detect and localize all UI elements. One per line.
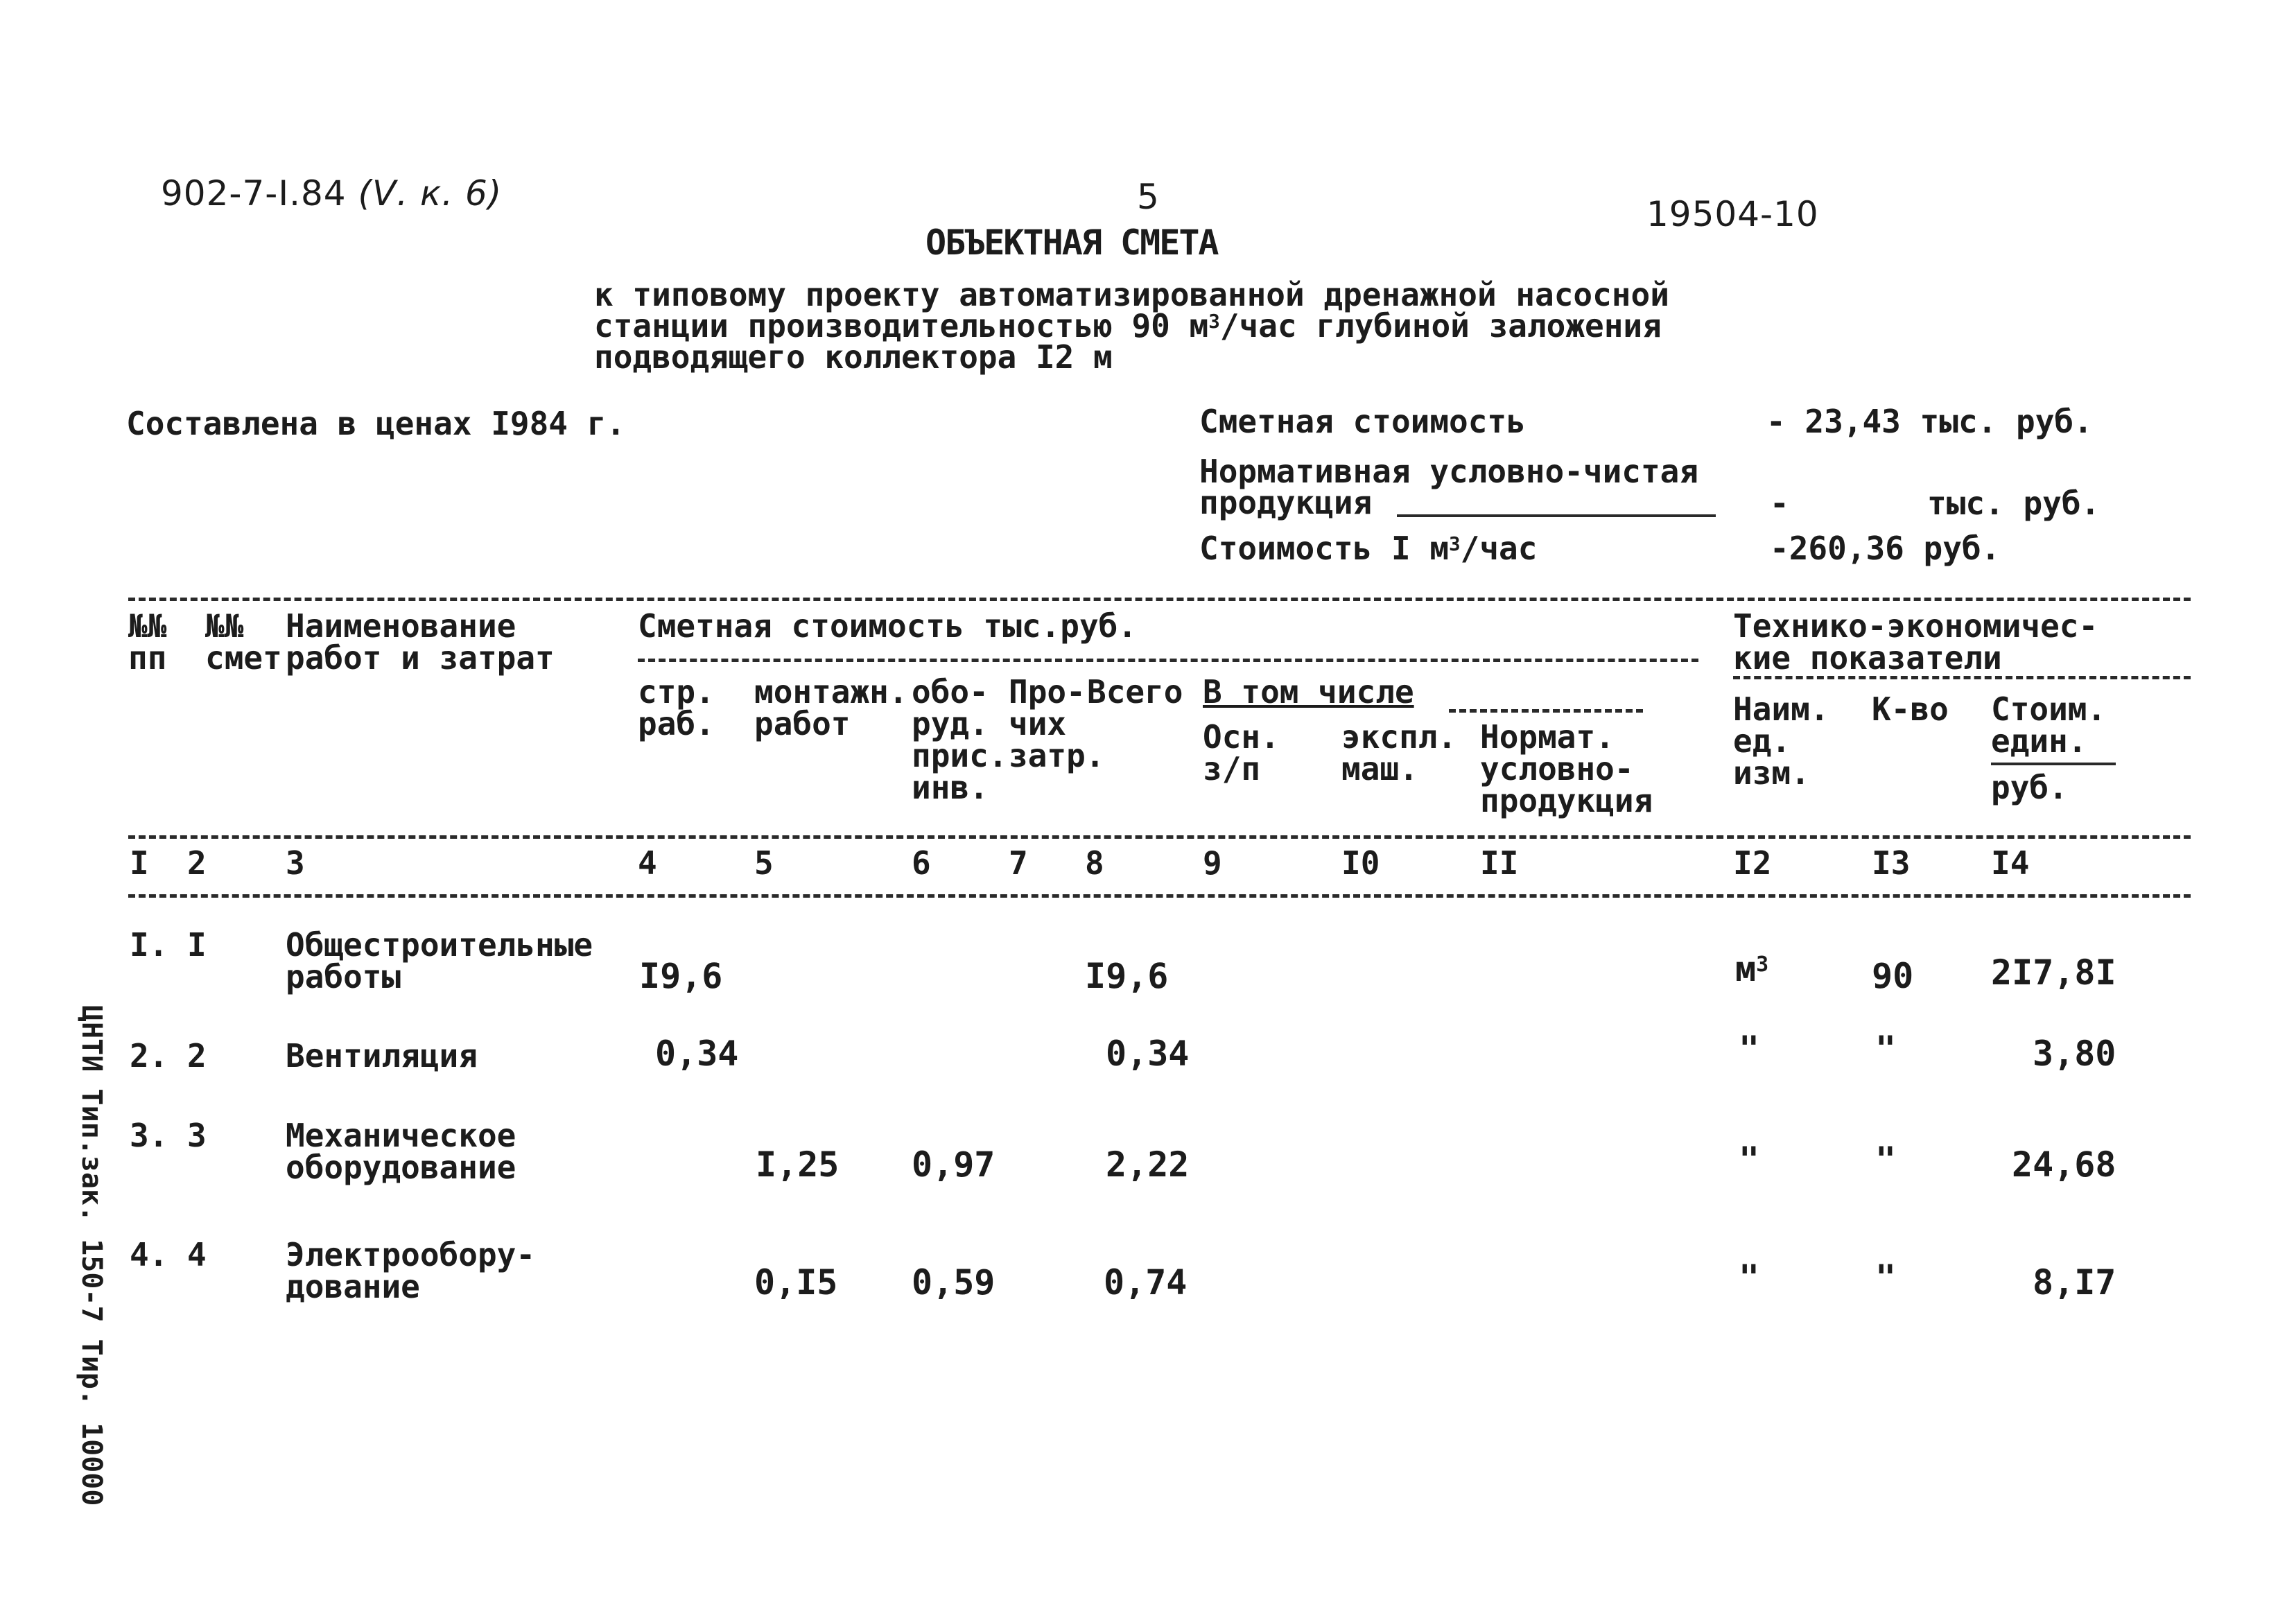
colnum-5: 5 <box>754 844 774 882</box>
cost-label: Сметная стоимость <box>1199 403 1526 440</box>
row-3-mount: I,25 <box>756 1144 840 1185</box>
norm-label-2: продукция <box>1199 484 1373 521</box>
unit-cost-label: Стоимость I $м^3$/час <box>1199 530 1538 567</box>
row-4-total: 0,74 <box>1104 1262 1188 1303</box>
colnum-10: I0 <box>1341 844 1380 882</box>
colnum-7: 7 <box>1009 844 1028 882</box>
document-title: ОБЪЕКТНАЯ СМЕТА <box>925 223 1218 263</box>
row-1-no: I. <box>130 926 168 964</box>
unit-cost-rule <box>1991 763 2116 765</box>
header-row-no: №№ пп <box>128 607 167 677</box>
subtitle-line-1: к типовому проекту автоматизированной дренажной насосной <box>594 276 1669 313</box>
row-3-unit-cost: 24,68 <box>2012 1144 2116 1185</box>
norm-value: - <box>1770 485 1789 522</box>
row-1-name: Общестроительные работы <box>286 926 593 995</box>
colnum-12: I2 <box>1733 844 1772 882</box>
header-incl-group: В том числе <box>1203 673 1414 711</box>
row-3-no: 3. <box>130 1117 168 1154</box>
row-1-build: I9,6 <box>639 956 723 996</box>
header-machine-ops: экспл. маш. <box>1341 718 1457 787</box>
norm-label-1: Нормативная условно-чистая <box>1199 453 1699 490</box>
colnum-4: 4 <box>638 844 657 882</box>
row-1-estimate: I <box>187 926 207 964</box>
sheet-code: 19504-10 <box>1646 194 1819 234</box>
header-other-costs: Про- чих затр. <box>1009 673 1105 774</box>
row-3-qty: " <box>1875 1140 1897 1180</box>
row-3-name: Механическое оборудование <box>286 1117 516 1186</box>
header-build-works: стр. раб. <box>638 673 715 742</box>
row-2-name: Вентиляция <box>286 1037 478 1074</box>
row-1-unit-cost: 2I7,8I <box>1991 952 2116 993</box>
row-4-name: Электрообору- дование <box>286 1236 536 1305</box>
row-2-estimate: 2 <box>187 1037 207 1074</box>
table-top-rule <box>128 598 2191 601</box>
row-2-total: 0,34 <box>1106 1034 1190 1074</box>
colnum-3: 3 <box>286 844 305 882</box>
header-normative-product: Нормат. условно- продукция <box>1480 718 1653 819</box>
header-unit-name: Наим. ед. изм. <box>1733 690 1829 792</box>
header-name: Наименование работ и затрат <box>286 607 555 677</box>
colnum-13: I3 <box>1872 844 1911 882</box>
unit-cost-value: -260,36 руб. <box>1770 530 2001 567</box>
doc-code: 902-7-I.84 (Ⅴ. к. 6) <box>161 173 503 214</box>
row-1-unit: $м^3$ <box>1735 949 1769 989</box>
row-2-qty: " <box>1875 1029 1897 1069</box>
side-print-stamp: ЦНТИ Тип.зак. 150-7 Тир. 10000 <box>76 1005 107 1506</box>
header-equipment: обо- руд. прис. инв. <box>912 673 1008 806</box>
row-1-qty: 90 <box>1872 956 1914 996</box>
header-tech-group: Технико-экономичес- кие показатели <box>1733 607 2098 677</box>
header-base-salary: Осн. з/п <box>1203 718 1280 787</box>
row-3-total: 2,22 <box>1106 1144 1190 1185</box>
row-4-unit-cost: 8,I7 <box>2033 1262 2116 1303</box>
numbers-bottom-rule <box>128 894 2191 898</box>
incl-group-rule <box>1449 709 1643 713</box>
row-4-equipment: 0,59 <box>912 1262 995 1303</box>
colnum-1: I <box>130 844 149 882</box>
cost-value: - 23,43 тыс. руб. <box>1766 403 2093 440</box>
header-unit-cost: Стоим. един. <box>1991 690 2107 760</box>
header-estimate-no: №№ смет <box>205 607 282 677</box>
row-4-mount: 0,I5 <box>754 1262 838 1303</box>
row-3-estimate: 3 <box>187 1117 207 1154</box>
row-1-total: I9,6 <box>1085 956 1169 996</box>
row-3-equipment: 0,97 <box>912 1144 995 1185</box>
colnum-8: 8 <box>1085 844 1104 882</box>
row-3-unit: " <box>1739 1140 1760 1180</box>
row-4-qty: " <box>1875 1257 1897 1298</box>
header-mount-works: монтажн. работ <box>754 673 908 742</box>
row-4-estimate: 4 <box>187 1236 207 1273</box>
colnum-6: 6 <box>912 844 931 882</box>
header-cost-group: Сметная стоимость тыс.руб. <box>638 607 1138 645</box>
row-4-unit: " <box>1739 1257 1760 1298</box>
page-number: 5 <box>1137 177 1160 217</box>
subtitle-line-2: станции производительностью 90 $м^3$/час глубиной заложения <box>594 307 1662 345</box>
header-quantity: К-во <box>1872 690 1949 728</box>
header-total: Всего <box>1087 673 1183 711</box>
norm-underline <box>1397 514 1716 517</box>
colnum-2: 2 <box>187 844 207 882</box>
header-bottom-rule <box>128 835 2191 839</box>
row-4-no: 4. <box>130 1236 168 1273</box>
colnum-9: 9 <box>1203 844 1222 882</box>
row-2-unit-cost: 3,80 <box>2033 1034 2116 1074</box>
subtitle-line-3: подводящего коллектора I2 м <box>594 338 1113 376</box>
colnum-14: I4 <box>1991 844 2030 882</box>
header-unit-cost-currency: руб. <box>1991 769 2068 806</box>
prices-line: Составлена в ценах I984 г. <box>126 405 626 442</box>
cost-group-rule <box>638 659 1698 662</box>
colnum-11: II <box>1480 844 1519 882</box>
row-2-unit: " <box>1739 1029 1760 1069</box>
norm-unit: тыс. руб. <box>1927 485 2101 522</box>
row-2-build: 0,34 <box>655 1034 739 1074</box>
row-2-no: 2. <box>130 1037 168 1074</box>
